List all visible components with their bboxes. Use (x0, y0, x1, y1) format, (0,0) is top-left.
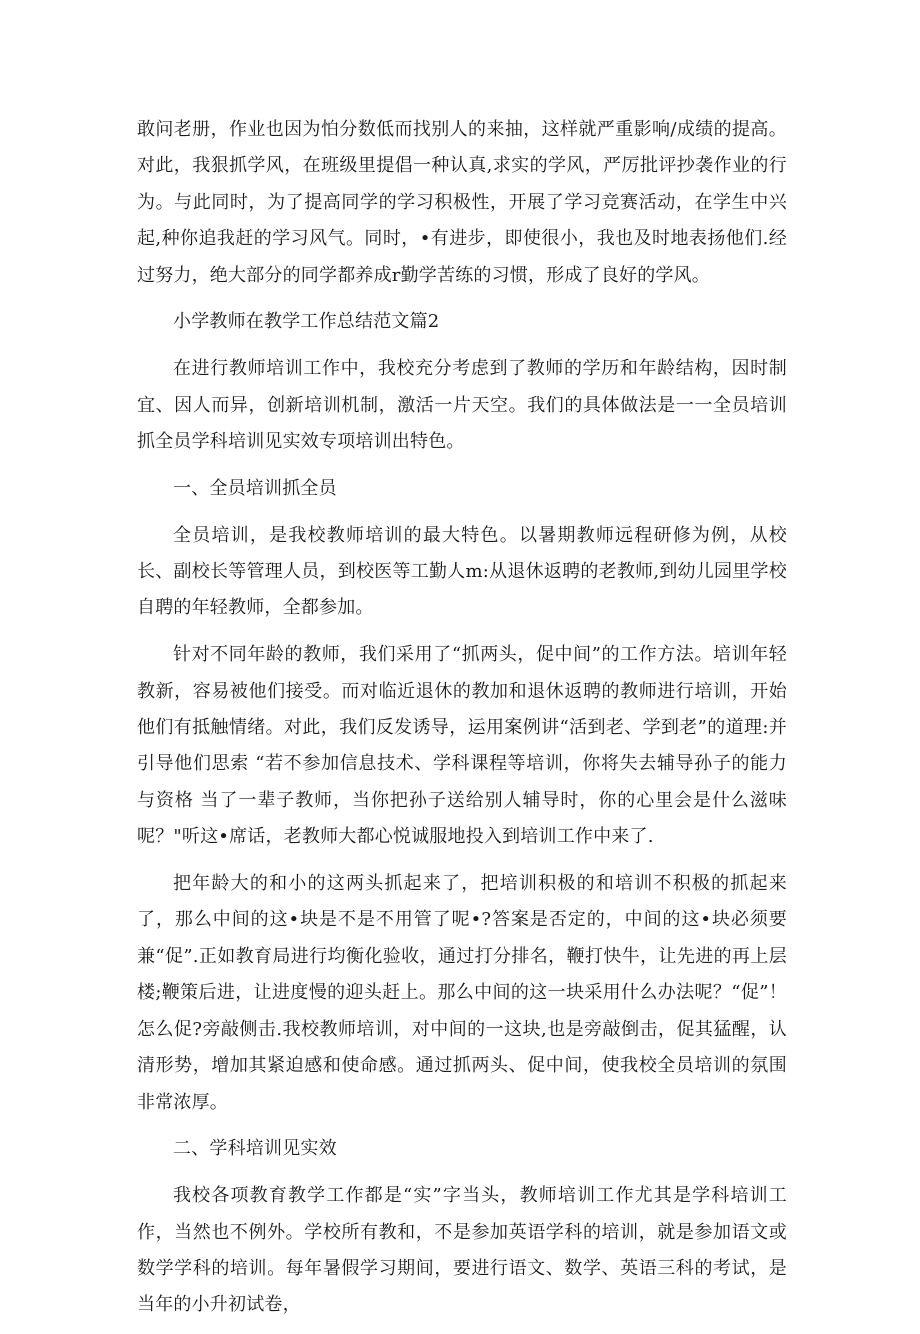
document-body (137, 112, 787, 1334)
paragraph-full-staff: 全员培训，是我校教师培训的最大特色。以暑期教师远程研修为例，从校长、副校长等管理人员，到校医等工勤人m:从退休返聘的老教师,到幼儿园里学校自聘的年轻教师，全都参加。 (137, 524, 787, 619)
paragraph-age-groups: 针对不同年龄的教师，我们采用了“抓两头，促中间”的工作方法。培训年轻教新，容易被他们接受。而对临近退休的教加和退休返聘的教师进行培训，开始他们有抵触情绪。对此，我们反发诱导，运用案例讲“活到老、学到老”的道理:并引导他们思索 “若不参加信息技术、学科课程等培训，你将失去辅导孙子的能力与资格 当了一辈子教师，当你把孙子送给别人辅导时，你的心里会是什么滋味呢？"听这•席话，老教师大都心悦诚服地投入到培训工作中来了. (137, 644, 787, 848)
paragraph-subject-training: 我校各项教育教学工作都是“实”字当头，教师培训工作尤其是学科培训工作，当然也不例外。学校所有教和，不是参加英语学科的培训，就是参加语文或数学学科的培训。每年暑假学习期间，要进行语文、数学、英语三科的考试，是当年的小升初试卷， (137, 1185, 787, 1316)
paragraph-middle-group: 把年龄大的和小的这两头抓起来了，把培训积极的和培训不积极的抓起来了，那么中间的这•块是不是不用管了呢•?答案是否定的，中间的这•块必须要兼“促”.正如教育局进行均衡化验收，通过打分排名，鞭打快牛，让先进的再上层楼;鞭策后进，让进度慢的迎头赶上。那么中间的这一块采用什么办法呢？“促”！怎么促?旁敲侧击.我校教师培训，对中间的一这块,也是旁敲倒击，促其猛醒，认清形势，增加其紧迫感和使命感。通过抓两头、促中间，使我校全员培训的氛围非常浓厚。 (137, 873, 787, 1113)
heading-subject-training: 二、学科培训见实效 (173, 1138, 337, 1160)
paragraph-intro: 在进行教师培训工作中，我校充分考虑到了教师的学历和年龄结构，因时制宜、因人而异，创新培训机制，激活一片天空。我们的具体做法是一一全员培训抓全员学科培训见实效专项培训出特色。 (137, 358, 787, 453)
section-title-article-2: 小学教师在教学工作总结范文篇2 (173, 311, 440, 333)
heading-full-staff-training: 一、全员培训抓全员 (173, 477, 337, 499)
paragraph-continued: 敢问老册，作业也因为怕分数低而找别人的来抽，这样就严重影响/成绩的提高。对此，我狠抓学风，在班级里提倡一种认真,求实的学风，严厉批评抄袭作业的行为。与此同时，为了提高同学的学习积极性，开展了学习竞赛活动，在学生中兴起,种你追我赶的学习风气。同时，•有进步，即使很小，我也及时地表扬他们.经过努力，绝大部分的同学都养成r勤学苦练的习惯，形成了良好的学风。 (137, 119, 787, 286)
